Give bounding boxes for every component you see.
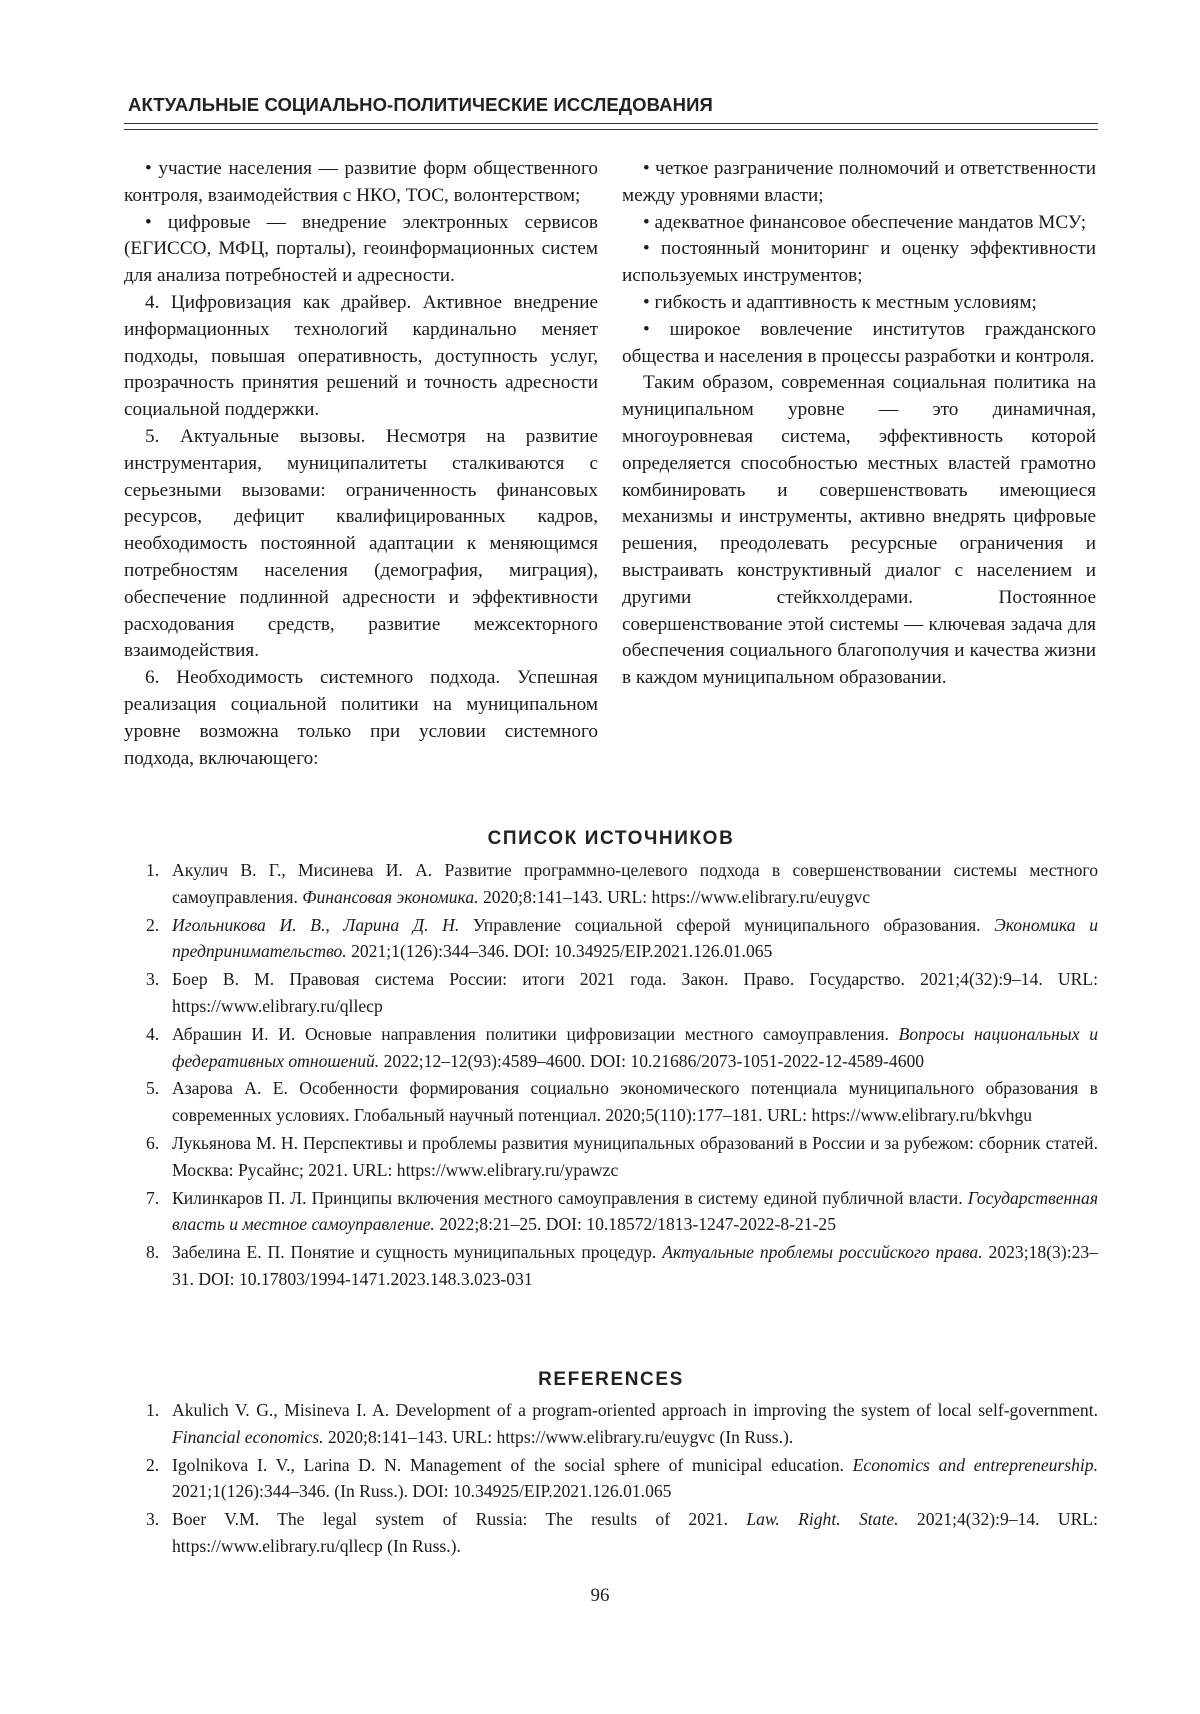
ref-text: Забелина Е. П. Понятие и сущность муниципальных процедур. [172,1242,663,1263]
paragraph: • четкое разграничение полномочий и ответственности между уровнями власти; [622,158,1096,206]
page-number: 96 [590,1585,610,1606]
ref-italic: Economics and entrepreneurship. [852,1454,1098,1475]
item-number: 3. [146,969,160,990]
paragraph: 6. Необходимость системного подхода. Успешная реализация социальной политики на муниципальном уровне возможна только при условии системного подхода, включающего: [124,667,598,769]
paragraph: 4. Цифровизация как драйвер. Активное внедрение информационных технологий кардинально меняет подходы, повышая оперативность, доступность услуг, прозрачность принятия решений и точность адресности социальной поддержки. [124,291,598,421]
ref-text: Акулич В. Г., Мисинева И. А. Развитие программно-целевого подхода в совершенствовании системы местного самоуправления. [172,860,1098,907]
ref-text: Управление социальной сферой муниципального образования. [459,914,995,935]
references-list [124,1397,1098,1561]
item-number: 7. [146,1187,160,1208]
ref-italic: Financial economics. [172,1426,324,1447]
source-item [124,966,1098,1020]
ref-italic: Финансовая экономика. [302,886,479,907]
source-item [124,1239,1098,1293]
ref-text: 2020;8:141–143. URL: https://www.elibrary.ru/euygvc [478,886,871,907]
sources-list [124,857,1098,1294]
sources-heading: СПИСОК ИСТОЧНИКОВ [487,828,735,849]
reference-item [124,1452,1098,1506]
right-column [622,156,1096,692]
ref-italic: Экономика и предпринимательство. [172,914,1099,962]
ref-italic: Государственная власть и местное самоуправление. [172,1187,1098,1235]
ref-text: 2021;1(126):344–346. (In Russ.). DOI: 10.34925/EIP.2021.126.01.065 [172,1481,672,1502]
ref-text: 2022;8:21–25. DOI: 10.18572/1813-1247-2022-8-21-25 [434,1214,837,1235]
ref-text: Азарова А. Е. Особенности формирования социально экономического потенциала муниципального образования в современных условиях. Глобальный научный потенциал. 2020;5(110):177–181. URL: https://www.elibrary.ru/bkvhgu [172,1078,1098,1126]
running-head: АКТУАЛЬНЫЕ СОЦИАЛЬНО-ПОЛИТИЧЕСКИЕ ИССЛЕДОВАНИЯ [128,94,713,115]
reference-item [124,1397,1098,1451]
ref-italic: Актуальные проблемы российского права. [662,1242,983,1263]
item-number: 8. [146,1242,160,1263]
reference-item [124,1506,1098,1560]
left-column [124,156,598,772]
source-item [124,1130,1098,1184]
item-number: 2. [146,914,160,935]
item-number: 1. [146,860,160,880]
ref-text: Килинкаров П. Л. Принципы включения местного самоуправления в систему единой публичной власти. [172,1187,968,1208]
paragraph: • цифровые — внедрение электронных сервисов (ЕГИССО, МФЦ, порталы), геоинформационных систем для анализа потребностей и адресности. [124,211,598,287]
ref-text: Боер В. М. Правовая система России: итоги 2021 года. Закон. Право. Государство. 2021;4(32):9–14. URL: https://www.elibrary.ru/qllecp [172,969,1098,1016]
ref-text: 2020;8:141–143. URL: https://www.elibrary.ru/euygvc (In Russ.). [323,1426,794,1447]
ref-italic: Игольникова И. В., Ларина Д. Н. [172,914,460,935]
ref-text: Igolnikova I. V., Larina D. N. Management of the social sphere of municipal education. [172,1454,853,1475]
source-item [124,1021,1098,1075]
ref-text: 2021;1(126):344–346. DOI: 10.34925/EIP.2021.126.01.065 [346,941,773,962]
ref-text: 2022;12–12(93):4589–4600. DOI: 10.21686/2073-1051-2022-12-4589-4600 [379,1050,925,1071]
ref-text: Абрашин И. И. Основые направления политики цифровизации местного самоуправления. [172,1023,899,1044]
item-number: 3. [146,1509,160,1530]
paragraph: Таким образом, современная социальная политика на муниципальном уровне — это динамичная, многоуровневая система, эффективность которой определяется способностью местных властей грамотно комбинировать и совершенствовать имеющиеся механизмы и инструменты, активно внедрять цифровые решения, преодолевать ресурсные ограничения и выстраивать конструктивный диалог с населением и другими стейкхолдерами. Постоянное совершенствование этой системы — ключевая задача для обеспечения социального благополучия и качества жизни в каждом муниципальном образовании. [622,372,1096,689]
references-heading: REFERENCES [538,1369,684,1390]
paragraph: • адекватное финансовое обеспечение мандатов МСУ; [643,211,1087,233]
item-number: 5. [146,1078,160,1099]
source-item [124,857,1098,911]
item-number: 6. [146,1132,160,1153]
ref-text: Boer V.M. The legal system of Russia: The results of 2021. [172,1509,747,1530]
item-number: 4. [146,1023,160,1044]
source-item [124,912,1098,966]
ref-italic: Вопросы национальных и федеративных отношений. [172,1023,1098,1071]
paragraph: 5. Актуальные вызовы. Несмотря на развитие инструментария, муниципалитеты сталкиваются с серьезными вызовами: ограниченность финансовых ресурсов, дефицит квалифицированных кадров, необходимость постоянной адаптации к меняющимся потребностям населения (демография, миграция), обеспечение подлинной адресности и эффективности расходования средств, развитие межсекторного взаимодействия. [124,425,598,662]
ref-text: Akulich V. G., Misineva I. A. Development of a program-oriented approach in improving the system of local self-government. [172,1400,1098,1420]
ref-italic: Law. Right. State. [746,1509,899,1530]
paragraph: • участие населения — развитие форм общественного контроля, взаимодействия с НКО, ТОС, волонтерством; [124,158,598,206]
source-item [124,1075,1098,1129]
paragraph: • гибкость и адаптивность к местным условиям; [643,291,1037,313]
ref-text: 2023;18(3):23–31. DOI: 10.17803/1994-1471.2023.148.3.023-031 [172,1242,1098,1289]
item-number: 1. [146,1400,160,1420]
paragraph: • широкое вовлечение институтов гражданского общества и населения в процессы разработки и контроля. [622,318,1096,367]
header-rule-bottom [124,129,1098,130]
header-rule-top [124,123,1098,124]
item-number: 2. [146,1454,160,1475]
ref-text: 2021;4(32):9–14. URL: https://www.elibrary.ru/qllecp (In Russ.). [172,1509,1098,1556]
paragraph: • постоянный мониторинг и оценку эффективности используемых инструментов; [622,238,1096,287]
ref-text: Лукьянова М. Н. Перспективы и проблемы развития муниципальных образований в России и за рубежом: сборник статей. Москва: Русайнс; 2021. URL: https://www.elibrary.ru/ypawzc [172,1132,1098,1180]
source-item [124,1185,1098,1239]
